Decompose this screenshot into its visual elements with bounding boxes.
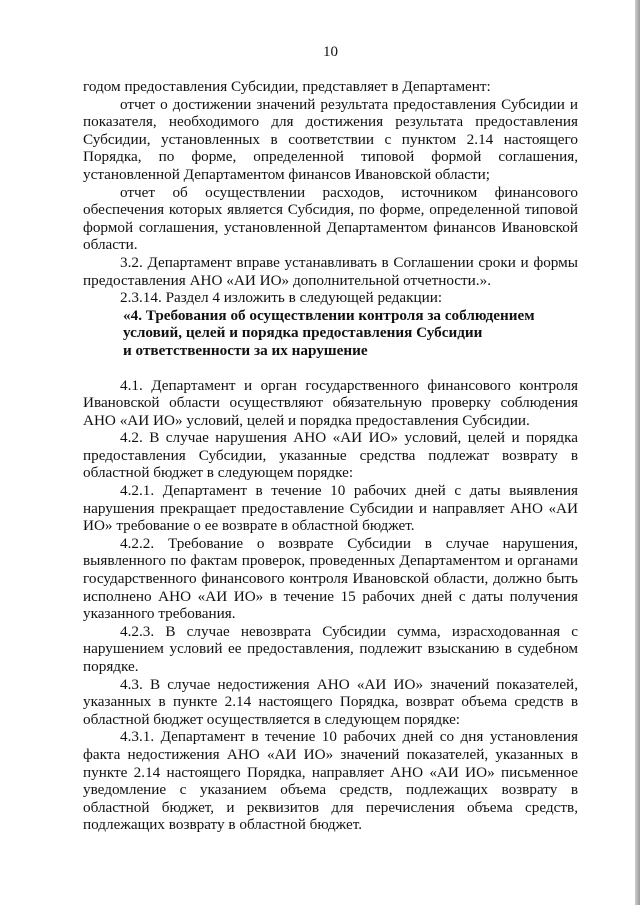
page-edge-shadow xyxy=(635,0,640,905)
paragraph: годом предоставления Субсидии, представляет в Департамент: xyxy=(83,78,491,95)
paragraph: 4.3. В случае недостижения АНО «АИ ИО» значений показателей, указанных в пункте 2.14 настоящего Порядка, возврат объема средств в областной бюджет осуществляется в следующем порядке: xyxy=(83,675,578,728)
paragraph: 3.2. Департамент вправе устанавливать в Соглашении сроки и формы предоставления АНО «АИ ИО» дополнительной отчетности.». xyxy=(83,253,578,289)
paragraph: отчет об осуществлении расходов, источником финансового обеспечения которых является Субсидия, по форме, определенной типовой формой соглашения, установленной Департаментом финансов Ивановской области. xyxy=(83,183,578,254)
page-number: 10 xyxy=(323,44,338,60)
paragraph: 2.3.14. Раздел 4 изложить в следующей редакции: xyxy=(120,289,443,307)
section-heading xyxy=(83,307,578,360)
paragraph: 4.2.2. Требование о возврате Субсидии в случае нарушения, выявленного по фактам проверок, проведенных Департаментом и органами государственного финансового контроля Ивановской области, должно быть исполнено АНО «АИ ИО» в течение 15 рабочих дней с даты получения указанного требования. xyxy=(83,534,578,623)
paragraph: 4.2.1. Департамент в течение 10 рабочих дней с даты выявления нарушения прекращает предоставление Субсидии и направляет АНО «АИ ИО» требование о ее возврате в областной бюджет. xyxy=(83,482,578,535)
paragraph: 4.1. Департамент и орган государственного финансового контроля Ивановской области осуществляют обязательную проверку соблюдения АНО «АИ ИО» условий, целей и порядка предоставления Субсидии. xyxy=(83,376,578,429)
section-heading-line: «4. Требования об осуществлении контроля за соблюдением xyxy=(123,306,535,324)
paragraph: 4.3.1. Департамент в течение 10 рабочих дней со дня установления факта недостижения АНО «АИ ИО» значений показателей, указанных в пункте 2.14 настоящего Порядка, направляет АНО «АИ ИО» письменное уведомление с указанием объема средств, подлежащих возврату в областной бюджет, и реквизитов для перечисления объема средств, подлежащих возврату в областной бюджет. xyxy=(83,728,578,834)
paragraph: 4.2. В случае нарушения АНО «АИ ИО» условий, целей и порядка предоставления Субсидии, указанные средства подлежат возврату в областной бюджет в следующем порядке: xyxy=(83,429,578,482)
section-heading-line: и ответственности за их нарушение xyxy=(123,341,368,359)
document-body xyxy=(83,78,578,834)
section-heading-line: условий, целей и порядка предоставления Субсидии xyxy=(123,324,483,342)
paragraph: отчет о достижении значений результата предоставления Субсидии и показателя, необходимого для достижения результата предоставления Субсидии, установленных в соответствии с пунктом 2.14 настоящего Порядка, по форме, определенной типовой формой соглашения, установленной Департаментом финансов Ивановской области; xyxy=(83,95,578,183)
paragraph: 4.2.3. В случае невозврата Субсидии сумма, израсходованная с нарушением условий ее предоставления, подлежит взысканию в судебном порядке. xyxy=(83,622,578,675)
